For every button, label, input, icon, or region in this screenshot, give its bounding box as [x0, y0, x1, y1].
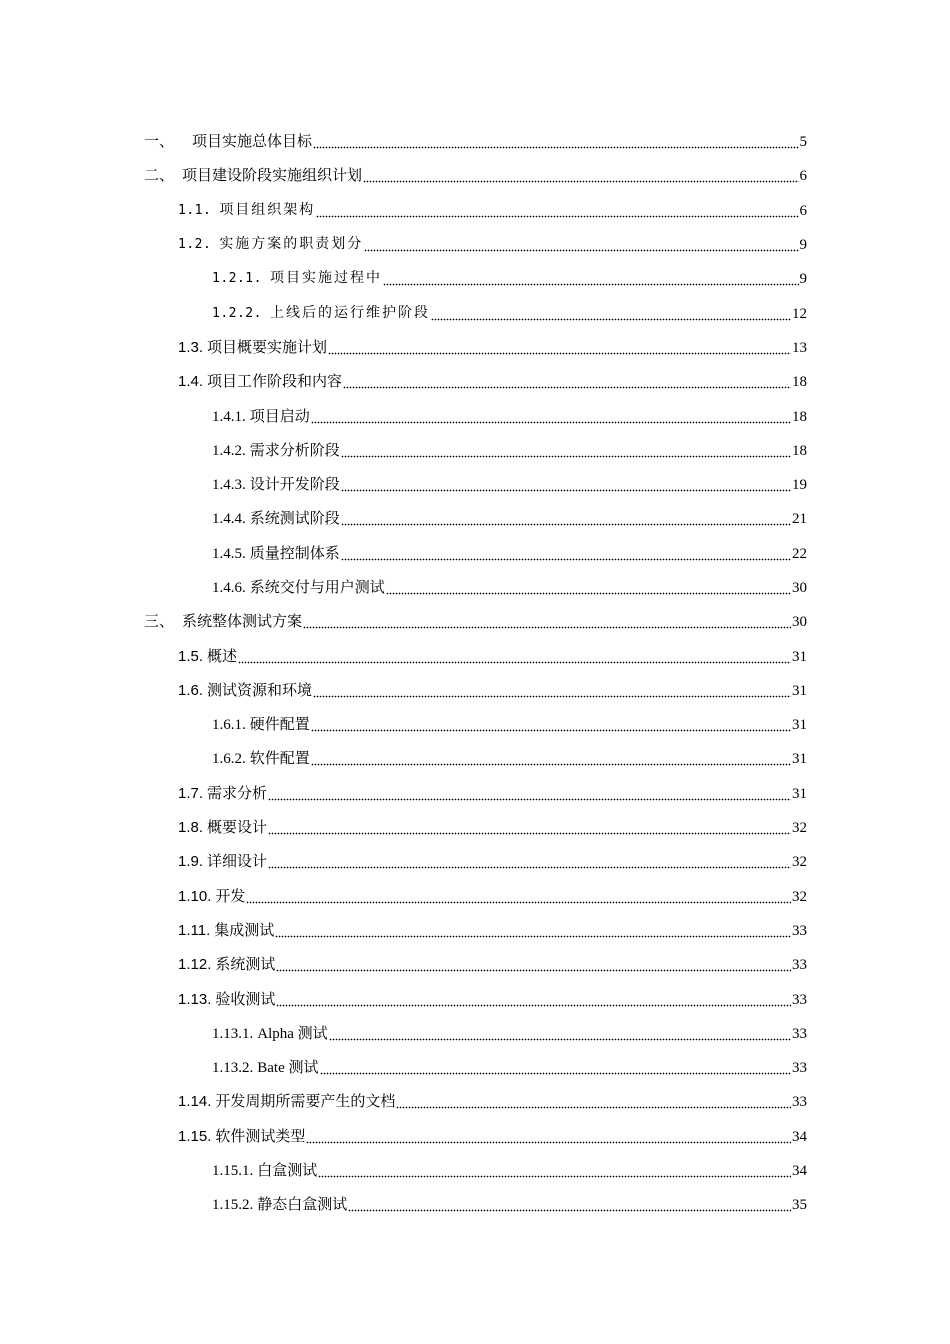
toc-title: 开发 [215, 888, 246, 905]
toc-page-number: 13 [792, 339, 807, 356]
toc-number: 1.6. [178, 681, 204, 699]
toc-title: 系统测试阶段 [249, 511, 340, 528]
toc-title: 设计开发阶段 [249, 477, 340, 494]
dot-leader [386, 581, 791, 595]
toc-entry[interactable] [0, 228, 950, 262]
toc-number: 1.6.2. [212, 751, 246, 768]
toc-entry[interactable] [0, 296, 950, 330]
toc-entry[interactable] [0, 777, 950, 811]
toc-number: 1.4. [178, 373, 204, 391]
dot-leader [363, 169, 798, 183]
toc-title: 静态白盒测试 [257, 1197, 348, 1214]
dot-leader [276, 993, 791, 1007]
toc-number: 1.12. [178, 956, 212, 974]
toc-title: 系统交付与用户测试 [249, 580, 385, 596]
toc-entry[interactable] [0, 674, 950, 708]
dot-leader [303, 615, 791, 629]
toc-number: 1.6.1. [212, 717, 246, 734]
toc-entry[interactable] [0, 811, 950, 845]
toc-title: 系统测试 [215, 957, 276, 974]
toc-number: 1.10. [178, 887, 212, 905]
toc-page-number: 33 [792, 991, 807, 1008]
toc-page-number: 6 [799, 202, 807, 219]
toc-number: 1.4.5. [212, 545, 246, 562]
toc-entry[interactable] [0, 125, 950, 159]
toc-title: 项目工作阶段和内容 [207, 374, 343, 391]
toc-page-number: 5 [799, 134, 807, 151]
toc-entry[interactable] [0, 845, 950, 879]
toc-title: 概述 [207, 648, 238, 665]
dot-leader [268, 855, 791, 869]
toc-page-number: 33 [792, 1025, 807, 1042]
toc-page-number: 18 [792, 442, 807, 459]
toc-title: 软件配置 [249, 751, 310, 768]
toc-entry[interactable] [0, 399, 950, 433]
dot-leader [311, 718, 791, 732]
toc-title: 质量控制体系 [249, 545, 340, 562]
toc-number: 1.4.2. [212, 442, 246, 459]
dot-leader [275, 924, 791, 938]
toc-title: Bate 测试 [257, 1060, 319, 1077]
toc-entry[interactable] [0, 1120, 950, 1154]
toc-number: 1.4.4. [212, 511, 246, 528]
toc-entry[interactable] [0, 948, 950, 982]
dot-leader [348, 1198, 791, 1212]
toc-entry[interactable] [0, 194, 950, 228]
toc-entry[interactable] [0, 742, 950, 776]
toc-title: 白盒测试 [257, 1163, 318, 1180]
toc-entry[interactable] [0, 262, 950, 296]
toc-number: 1.5. [178, 647, 204, 665]
toc-number: 三、 [144, 614, 175, 631]
dot-leader [268, 787, 791, 801]
toc-title: 详细设计 [207, 854, 268, 871]
toc-page-number: 18 [792, 408, 807, 425]
dot-leader [276, 958, 791, 972]
toc-page-number: 18 [792, 374, 807, 391]
toc-entry[interactable] [0, 502, 950, 536]
toc-number: 1.2.2. [212, 305, 262, 321]
dot-leader [320, 1061, 792, 1075]
toc-entry[interactable] [0, 1188, 950, 1222]
toc-entry[interactable] [0, 982, 950, 1016]
toc-page-number: 34 [792, 1128, 807, 1145]
toc-title: Alpha 测试 [257, 1025, 328, 1042]
toc-page-number: 31 [792, 682, 807, 699]
toc-number: 1.9. [178, 853, 204, 871]
toc-page-number: 33 [792, 957, 807, 974]
toc-number: 1.3. [178, 338, 204, 356]
dot-leader [341, 512, 791, 526]
toc-page-number: 31 [792, 717, 807, 734]
dot-leader [364, 238, 798, 252]
dot-leader [313, 684, 791, 698]
toc-page-number: 19 [792, 477, 807, 494]
toc-title: 实施方案的职责划分 [219, 237, 364, 253]
dot-leader [343, 375, 791, 389]
toc-page-number: 31 [792, 648, 807, 665]
toc-page-number: 12 [792, 305, 807, 322]
toc-page-number: 33 [792, 922, 807, 939]
toc-page-number: 33 [792, 1060, 807, 1077]
toc-title: 项目建设阶段实施组织计划 [182, 168, 363, 185]
toc-title: 软件测试类型 [215, 1128, 306, 1145]
toc-number: 1.13.1. [212, 1025, 254, 1042]
toc-number: 1.8. [178, 819, 204, 837]
table-of-contents [0, 125, 950, 1223]
toc-page-number: 9 [799, 271, 807, 288]
toc-title: 验收测试 [215, 991, 276, 1008]
dot-leader [313, 135, 798, 149]
toc-title: 需求分析阶段 [249, 442, 340, 459]
toc-title: 项目组织架构 [219, 202, 316, 218]
toc-title: 项目实施过程中 [269, 271, 382, 287]
toc-title: 测试资源和环境 [207, 682, 313, 699]
toc-entry[interactable] [0, 159, 950, 193]
toc-title: 开发周期所需要产生的文档 [215, 1094, 396, 1111]
dot-leader [341, 547, 791, 561]
toc-title: 上线后的运行维护阶段 [269, 305, 430, 321]
toc-title: 集成测试 [214, 922, 275, 939]
dot-leader [306, 1130, 791, 1144]
toc-entry[interactable] [0, 331, 950, 365]
toc-entry[interactable] [0, 434, 950, 468]
toc-entry[interactable] [0, 1085, 950, 1119]
toc-entry[interactable] [0, 365, 950, 399]
toc-number: 1.13.2. [212, 1060, 254, 1077]
toc-number: 1.4.1. [212, 408, 246, 425]
toc-entry[interactable] [0, 1051, 950, 1085]
toc-page-number: 9 [799, 237, 807, 254]
dot-leader [431, 307, 791, 321]
toc-entry[interactable] [0, 880, 950, 914]
dot-leader [341, 478, 791, 492]
toc-number: 1.15. [178, 1127, 212, 1145]
toc-page-number: 34 [792, 1163, 807, 1180]
dot-leader [268, 821, 791, 835]
toc-page-number: 35 [792, 1197, 807, 1214]
toc-page-number: 31 [792, 751, 807, 768]
dot-leader [328, 341, 791, 355]
toc-entry[interactable] [0, 639, 950, 673]
toc-page-number: 21 [792, 511, 807, 528]
dot-leader [316, 204, 798, 218]
toc-entry[interactable] [0, 1154, 950, 1188]
toc-number: 1.13. [178, 990, 212, 1008]
toc-page-number: 32 [792, 820, 807, 837]
dot-leader [341, 444, 791, 458]
toc-page-number: 30 [792, 614, 807, 631]
toc-page-number: 6 [799, 168, 807, 185]
toc-number: 1.2.1. [212, 271, 262, 287]
toc-number: 二、 [144, 168, 175, 185]
toc-number: 1.2. [178, 237, 212, 253]
toc-title: 项目启动 [249, 408, 310, 425]
toc-title: 需求分析 [207, 785, 268, 802]
toc-number: 1.4.6. [212, 580, 246, 596]
dot-leader [238, 650, 791, 664]
dot-leader [383, 272, 799, 286]
toc-title: 概要设计 [207, 820, 268, 837]
toc-number: 1.11. [178, 921, 211, 939]
toc-title: 项目实施总体目标 [192, 134, 313, 151]
toc-number: 1.14. [178, 1093, 212, 1111]
toc-entry[interactable] [0, 571, 950, 605]
dot-leader [318, 1164, 791, 1178]
toc-page-number: 30 [792, 580, 807, 596]
toc-title: 硬件配置 [249, 717, 310, 734]
toc-page-number: 31 [792, 785, 807, 802]
toc-page-number: 22 [792, 545, 807, 562]
toc-number: 1.1. [178, 202, 212, 218]
toc-entry[interactable] [0, 605, 950, 639]
toc-page-number: 33 [792, 1094, 807, 1111]
toc-number: 1.15.1. [212, 1163, 254, 1180]
toc-number: 1.15.2. [212, 1197, 254, 1214]
toc-entry[interactable] [0, 708, 950, 742]
dot-leader [246, 890, 791, 904]
toc-page-number: 32 [792, 854, 807, 871]
toc-number: 一、 [144, 134, 175, 151]
toc-number: 1.7. [178, 784, 204, 802]
toc-entry[interactable] [0, 468, 950, 502]
dot-leader [311, 410, 791, 424]
toc-entry[interactable] [0, 1017, 950, 1051]
dot-leader [396, 1095, 791, 1109]
toc-entry[interactable] [0, 537, 950, 571]
toc-entry[interactable] [0, 914, 950, 948]
toc-page-number: 32 [792, 888, 807, 905]
toc-title: 系统整体测试方案 [182, 614, 303, 631]
toc-title: 项目概要实施计划 [207, 339, 328, 356]
dot-leader [311, 752, 791, 766]
toc-number: 1.4.3. [212, 477, 246, 494]
dot-leader [329, 1027, 791, 1041]
